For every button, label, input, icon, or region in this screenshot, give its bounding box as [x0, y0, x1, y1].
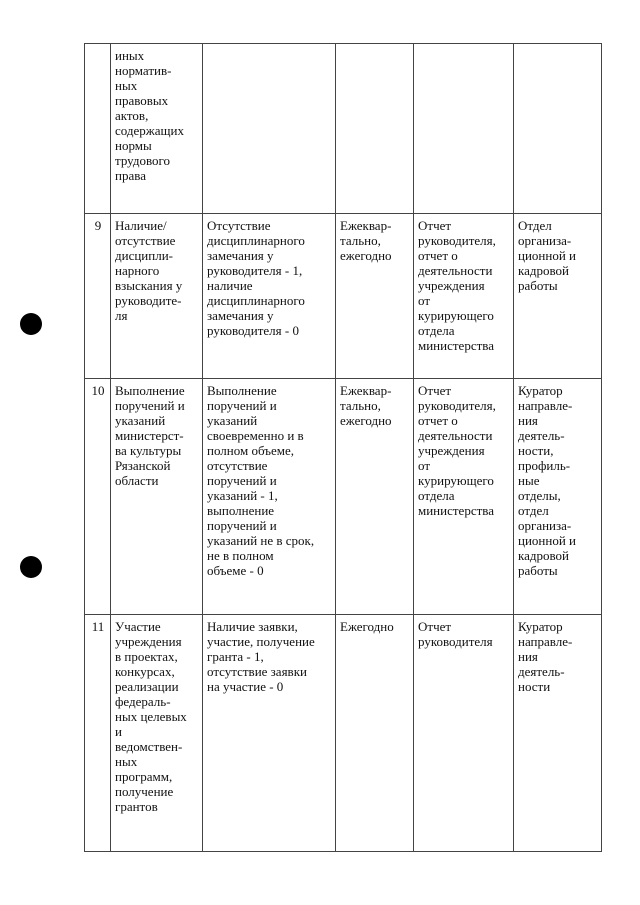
responsible-line: ности: [518, 679, 551, 694]
criterion-line: Участие: [115, 619, 161, 634]
criterion-line: актов,: [115, 108, 149, 123]
criterion-line: реализации: [115, 679, 179, 694]
responsible-line: ности,: [518, 443, 554, 458]
source-line: учреждения: [418, 278, 485, 293]
criterion-line: Рязанской: [115, 458, 171, 473]
criterion-line: ных целевых: [115, 709, 187, 724]
scoring-line: своевременно и в: [207, 428, 304, 443]
criterion-line: права: [115, 168, 146, 183]
criterion-line: содержащих: [115, 123, 184, 138]
criterion-line: ведомствен-: [115, 739, 183, 754]
scoring-cell: [203, 379, 336, 615]
scoring-line: отсутствие заявки: [207, 664, 307, 679]
responsible-line: направле-: [518, 634, 573, 649]
scoring-line: замечания у: [207, 308, 274, 323]
criterion-line: грантов: [115, 799, 158, 814]
scoring-cell: [203, 615, 336, 852]
criterion-line: иных: [115, 48, 145, 63]
responsible-line: кадровой: [518, 263, 570, 278]
responsible-line: Куратор: [518, 383, 563, 398]
criterion-line: ных: [115, 78, 138, 93]
criterion-line: ных: [115, 754, 138, 769]
source-line: Отчет: [418, 218, 452, 233]
responsible-cell: [514, 44, 602, 214]
scoring-line: Наличие заявки,: [207, 619, 298, 634]
responsible-line: Отдел: [518, 218, 552, 233]
scoring-line: гранта - 1,: [207, 649, 264, 664]
scoring-line: выполнение: [207, 503, 275, 518]
criterion-line: получение: [115, 784, 174, 799]
responsible-line: работы: [518, 278, 558, 293]
period-line: ежегодно: [340, 248, 392, 263]
scoring-line: указаний: [207, 413, 258, 428]
criteria-table: [84, 43, 602, 852]
criterion-line: нормы: [115, 138, 152, 153]
scoring-line: руководителя - 0: [207, 323, 299, 338]
period-line: тально,: [340, 233, 381, 248]
source-line: курирующего: [418, 308, 494, 323]
criterion-cell: [111, 44, 203, 214]
scoring-line: дисциплинарного: [207, 293, 305, 308]
source-line: министерства: [418, 338, 495, 353]
scoring-line: наличие: [207, 278, 253, 293]
responsible-line: ные: [518, 473, 540, 488]
criterion-line: учреждения: [115, 634, 182, 649]
scoring-line: не в полном: [207, 548, 274, 563]
criterion-line: дисципли-: [115, 248, 173, 263]
source-line: отчет о: [418, 413, 458, 428]
source-line: деятельности: [418, 428, 493, 443]
responsible-line: отделы,: [518, 488, 561, 503]
scoring-line: Выполнение: [207, 383, 277, 398]
responsible-line: работы: [518, 563, 558, 578]
responsible-line: организа-: [518, 518, 572, 533]
responsible-line: направле-: [518, 398, 573, 413]
scoring-line: руководителя - 1,: [207, 263, 303, 278]
criterion-line: ва культуры: [115, 443, 182, 458]
source-cell: [414, 44, 514, 214]
source-line: Отчет: [418, 619, 452, 634]
period-line: тально,: [340, 398, 381, 413]
criterion-line: нарного: [115, 263, 160, 278]
period-cell: [336, 214, 414, 379]
source-line: отдела: [418, 488, 455, 503]
scoring-line: указаний - 1,: [207, 488, 278, 503]
criterion-line: области: [115, 473, 159, 488]
scoring-line: полном объеме,: [207, 443, 294, 458]
criterion-line: указаний: [115, 413, 166, 428]
source-line: Отчет: [418, 383, 452, 398]
criterion-line: Наличие/: [115, 218, 167, 233]
scoring-line: Отсутствие: [207, 218, 271, 233]
responsible-cell: [514, 214, 602, 379]
criterion-line: норматив-: [115, 63, 172, 78]
punch-hole-bottom: [20, 556, 42, 578]
responsible-line: деятель-: [518, 664, 565, 679]
criterion-line: трудового: [115, 153, 171, 168]
responsible-line: деятель-: [518, 428, 565, 443]
scoring-cell: [203, 214, 336, 379]
table-row: [85, 379, 602, 615]
source-cell: [414, 379, 514, 615]
criterion-line: правовых: [115, 93, 169, 108]
scoring-line: указаний не в срок,: [207, 533, 315, 548]
responsible-line: отдел: [518, 503, 549, 518]
row-number-cell: [85, 44, 111, 214]
criterion-line: Выполнение: [115, 383, 185, 398]
source-line: руководителя,: [418, 233, 496, 248]
table-row: [85, 615, 602, 852]
criterion-line: ля: [115, 308, 128, 323]
scoring-line: объеме - 0: [207, 563, 264, 578]
responsible-line: кадровой: [518, 548, 570, 563]
criterion-line: и: [115, 724, 122, 739]
source-cell: [414, 214, 514, 379]
responsible-line: организа-: [518, 233, 572, 248]
source-line: курирующего: [418, 473, 494, 488]
criterion-line: федераль-: [115, 694, 171, 709]
period-cell: [336, 44, 414, 214]
scoring-line: поручений и: [207, 398, 277, 413]
period-line: Ежеквар-: [340, 218, 392, 233]
scoring-line: поручений и: [207, 518, 277, 533]
scoring-line: на участие - 0: [207, 679, 284, 694]
period-line: Ежеквар-: [340, 383, 392, 398]
criterion-line: министерст-: [115, 428, 184, 443]
criterion-line: отсутствие: [115, 233, 176, 248]
source-cell: [414, 615, 514, 852]
source-line: отдела: [418, 323, 455, 338]
criterion-cell: [111, 214, 203, 379]
scoring-line: дисциплинарного: [207, 233, 305, 248]
period-cell: [336, 379, 414, 615]
scoring-line: отсутствие: [207, 458, 268, 473]
source-line: руководителя: [418, 634, 493, 649]
period-line: ежегодно: [340, 413, 392, 428]
responsible-line: ния: [518, 649, 538, 664]
responsible-line: ционной и: [518, 248, 576, 263]
responsible-cell: [514, 379, 602, 615]
criterion-line: программ,: [115, 769, 173, 784]
source-line: отчет о: [418, 248, 458, 263]
responsible-line: ния: [518, 413, 538, 428]
punch-hole-top: [20, 313, 42, 335]
scoring-line: замечания у: [207, 248, 274, 263]
scoring-line: поручений и: [207, 473, 277, 488]
period-line: Ежегодно: [340, 619, 394, 634]
scoring-cell: [203, 44, 336, 214]
criterion-line: руководите-: [115, 293, 182, 308]
scoring-line: участие, получение: [207, 634, 315, 649]
responsible-line: Куратор: [518, 619, 563, 634]
criterion-line: взыскания у: [115, 278, 183, 293]
table-row: [85, 44, 602, 214]
source-line: от: [418, 458, 431, 473]
source-line: учреждения: [418, 443, 485, 458]
responsible-cell: [514, 615, 602, 852]
responsible-line: профиль-: [518, 458, 571, 473]
row-number-cell: 10: [85, 379, 111, 615]
source-line: деятельности: [418, 263, 493, 278]
source-line: министерства: [418, 503, 495, 518]
criterion-line: в проектах,: [115, 649, 178, 664]
row-number-cell: 11: [85, 615, 111, 852]
criterion-cell: [111, 615, 203, 852]
source-line: от: [418, 293, 431, 308]
row-number-cell: 9: [85, 214, 111, 379]
period-cell: [336, 615, 414, 852]
table-row: [85, 214, 602, 379]
criterion-cell: [111, 379, 203, 615]
responsible-line: ционной и: [518, 533, 576, 548]
criterion-line: поручений и: [115, 398, 185, 413]
criterion-line: конкурсах,: [115, 664, 175, 679]
source-line: руководителя,: [418, 398, 496, 413]
